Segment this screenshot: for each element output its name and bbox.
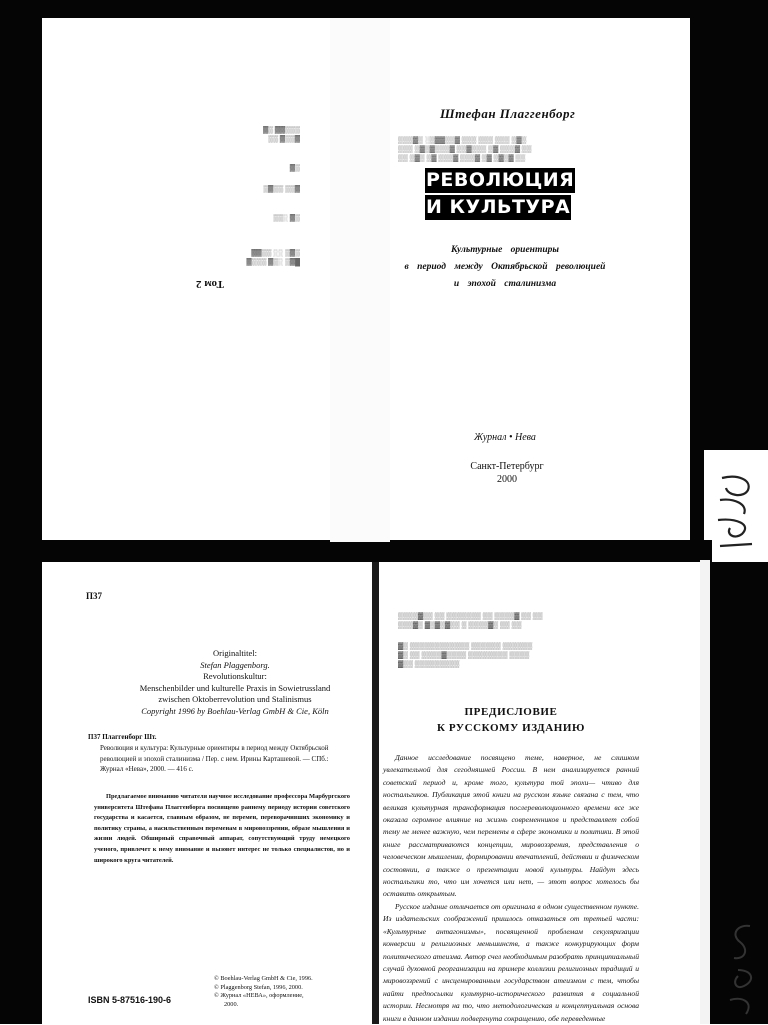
- city: Санкт-Петербург: [470, 461, 544, 472]
- publisher-name: Журнал • Нева: [474, 432, 536, 443]
- imprint-code: П37: [86, 591, 103, 601]
- publication-place: [462, 460, 552, 486]
- bleed-through-text-left: █▓▒ ░▒▓ ▒▒▒▓ ▒▓▒ ░░ ▒▒▓▓ ▒▓ ░▒▒ ▓▒▒ ▒▒▓▒ ▒▓ ▓▒▒▓ ▒▒ ▒▒▒▓▓ ▒▓: [246, 126, 300, 266]
- copyright-line: © Plaggenborg Stefan, 1996, 2000.: [214, 983, 303, 991]
- handwritten-year-note: [708, 470, 768, 560]
- original-title-line: Revolutionskultur:: [203, 671, 267, 681]
- book-title: [425, 168, 590, 222]
- scan-border-top: [0, 0, 768, 18]
- scan-border-right-mid: [690, 450, 704, 546]
- scan-border-left-top: [0, 0, 42, 544]
- preface-heading-line: К РУССКОМУ ИЗДАНИЮ: [436, 722, 586, 734]
- original-title-line: zwischen Oktoberrevolution und Stalinismus: [158, 694, 312, 704]
- top-page-white-fold: [330, 18, 390, 542]
- preface-heading: [396, 704, 626, 736]
- scan-border-bottom-gutter: [0, 560, 42, 1024]
- copyright-line: © Журнал «НЕВА», оформление,: [214, 992, 304, 999]
- original-title-block: [70, 648, 400, 717]
- volume-label: Том 2: [196, 278, 224, 290]
- title-text-2: И КУЛЬТУРА: [426, 196, 571, 218]
- bleed-through-text-center: ▒▒▒▓▒ ░▒▓▓▒▒▓ ▒▒▒ ▒▒▒ ▒▒▒ ▒▓▒ ▒▒▒ ▒▓▒▓▒▒▒▓ ▒▒▓▒▒▒ ▒▓ ▒▒▒▓ ▒▒ ▒▒ ▒▓▒ ▒▓ ▒▒▒▓ ▒▒▒▓ ▒▓ ▒▓▒▓ ▒▒: [398, 136, 532, 162]
- preface-paragraph: Русское издание отличается от оригинала в одном существенном пункте. Из издательских соображений пришлось отказаться от третьей части: «Культурные антагонизмы», посвященной проблемам секуляризации конверсии и религиозных меньшинств, а также конкурирующих форм политического атеизма. Автор счел необходимым разобрать принципиальный случай духовной реорганизации на примере коллизии религиозных традиций и мировоззрений с инсценированным государством атеизмом с тем, чтобы найти предпосылки культурно-исторического развития в социальной истории. Несмотря на то, что методологическая и концептуальная основа книги в данном издании подвергнута сокращению, обе переведенные: [383, 901, 639, 1023]
- title-text-1: РЕВОЛЮЦИЯ: [426, 169, 575, 191]
- title-line-1: [425, 168, 590, 193]
- handwritten-note-svg: [708, 470, 768, 560]
- original-author: Stefan Plaggenborg.: [200, 659, 270, 670]
- author-name: Штефан Плаггенборг: [440, 106, 576, 121]
- page-gutter-shadow: [372, 562, 379, 1024]
- isbn: ISBN 5-87516-190-6: [88, 995, 172, 1005]
- page-edge-white: [700, 560, 710, 1024]
- original-copyright: Copyright 1996 by Boehlau-Verlag GmbH & Cie, Köln: [141, 705, 329, 716]
- scan-border-right-top: [690, 0, 768, 450]
- subtitle-line: и эпохой сталинизма: [453, 279, 557, 289]
- preface-heading-line: ПРЕДИСЛОВИЕ: [464, 706, 558, 718]
- copyright-line: 2000.: [224, 1000, 239, 1008]
- scan-border-middle: [0, 540, 712, 562]
- bleed-through-text-right: ▒▒▒▒▓▒▒ ▒▒ ▒▒▒▒▒▒▒ ▒▒ ▒▒▒▒▓ ▒▒ ▒▒ ▒▒▒▓▒ ▓▒▓▒▓▒▒ ▒ ▒▒▒▒▓▒ ▒▒ ▒▒ ▓▒ ▒▒▒▒▒▒▒▒▒▒▒▒ ▒▒▒▒▒▒ ▒▒▒▒▒▒ ▓▒ ▒▒ ▒▒▒▒▓▒▒▒▒ ▒▒▒▒▒▒▒▒ ▒▒▒▒ ▓▒▒ ▒▒▒▒▒▒▒▒▒: [398, 612, 543, 668]
- year: 2000: [497, 474, 517, 485]
- subtitle-line: в период между Октябрьской революцией: [404, 262, 606, 272]
- preface-paragraph: Данное исследование посвящено теме, наверное, не слишком увлекательной для сегодняшней России. В нем анализируется ранний советский период и, кроме того, культура той эпохи— чтиво для ностальгиков. Публикация этой книги на русском языке связана с тем, что великая культурная трансформация послереволюционного времени все же оказала огромное влияние на жизнь современников и представляет собой тему не менее важную, чем перемены в сфере экономики и политики. В этой книге рассматриваются концепции, мировоззрения, представления о человеческом мышлении, формировании впечатлений, действии и физическом состоянии, а также о презентации новой культуры. Найдут здесь ностальгики то, что им хочется или нет, — этот вопрос хотелось бы оставить открытым.: [383, 753, 639, 899]
- copyright-line: © Boehlau-Verlag GmbH & Cie, 1996.: [214, 975, 313, 982]
- subtitle-line: Культурные ориентиры: [451, 245, 559, 255]
- biblio-author: Плаггенборг Шт.: [102, 733, 157, 741]
- bibliographic-record: [88, 732, 348, 775]
- original-title-line: Menschenbilder und kulturelle Praxis in Sowietrussland: [139, 682, 331, 693]
- biblio-text: Революция и культура: Культурные ориентиры в период между Октябрьской революцией и эпохой сталинизма / Пер. с нем. Ирины Карташевой. — СПб.: Журнал «Нева», 2000. — 416 с.: [100, 743, 329, 774]
- book-subtitle: [395, 242, 615, 293]
- margin-scribble: [716, 920, 764, 1020]
- biblio-code: П37: [88, 733, 101, 741]
- original-title-label: Originaltitel:: [213, 648, 257, 658]
- annotation: Предлагаемое вниманию читателя научное исследование профессора Марбургского университета Штефана Плаггенборга посвящено раннему периоду истории советского государства и касается, главным образом, не перемен, переворачивших экономику и политику страны, а насильственным переменам в мировоззрении, образе мышления и жизни людей. Обширный справочный аппарат, сопутствующий труду немецкого ученого, привлечет к нему внимание и вызовет интерес не только специалистов, но и широкого круга читателей.: [94, 793, 350, 864]
- margin-note-text: [708, 470, 711, 471]
- preface-body: [383, 752, 639, 1025]
- title-line-2: [425, 195, 590, 220]
- copyright-block: [214, 975, 313, 1009]
